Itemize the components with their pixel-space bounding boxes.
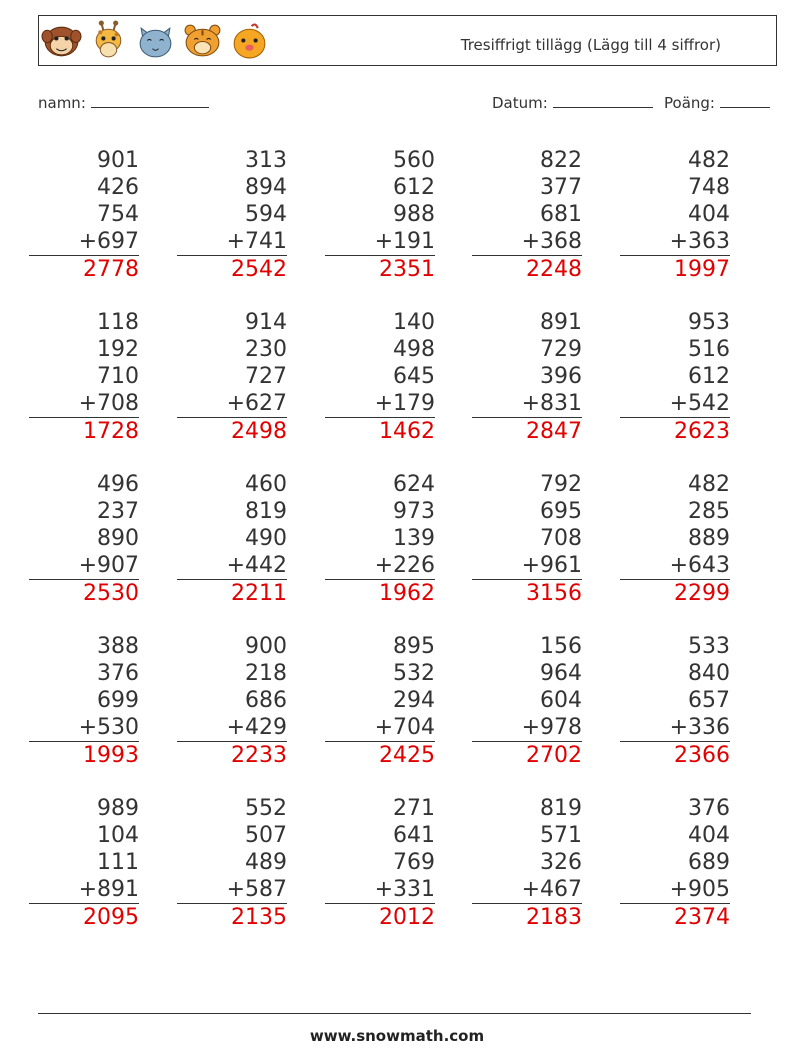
- addend-4: +363: [620, 228, 730, 256]
- addition-problem: [472, 795, 582, 931]
- addition-problem: [325, 471, 435, 607]
- answer: 2702: [526, 743, 582, 768]
- addition-problem: [29, 147, 139, 283]
- addition-problem: [325, 147, 435, 283]
- addend-2: 894: [245, 175, 287, 200]
- addend-3: 594: [245, 202, 287, 227]
- addend-1: 376: [688, 796, 730, 821]
- addend-1: 891: [540, 310, 582, 335]
- answer: 2847: [526, 419, 582, 444]
- addend-2: 426: [97, 175, 139, 200]
- addend-2: 237: [97, 499, 139, 524]
- addend-4: +643: [620, 552, 730, 580]
- addend-2: 748: [688, 175, 730, 200]
- addend-1: 533: [688, 634, 730, 659]
- addend-3: 294: [393, 688, 435, 713]
- addend-1: 552: [245, 796, 287, 821]
- addend-4: +542: [620, 390, 730, 418]
- addend-4: +978: [472, 714, 582, 742]
- addition-problem: [472, 633, 582, 769]
- answer: 1962: [379, 581, 435, 606]
- addend-4: +704: [325, 714, 435, 742]
- addend-3: 604: [540, 688, 582, 713]
- addend-3: 708: [540, 526, 582, 551]
- addition-problem: [325, 795, 435, 931]
- addend-4: +587: [177, 876, 287, 904]
- addend-4: +179: [325, 390, 435, 418]
- addend-2: 819: [245, 499, 287, 524]
- addend-1: 822: [540, 148, 582, 173]
- addend-3: 681: [540, 202, 582, 227]
- name-field[interactable]: [38, 93, 209, 112]
- answer: 2530: [83, 581, 139, 606]
- addend-3: 111: [97, 850, 139, 875]
- footer-divider: [38, 1013, 751, 1014]
- addition-problem: [29, 309, 139, 445]
- addend-4: +368: [472, 228, 582, 256]
- addition-problem: [29, 795, 139, 931]
- addend-1: 388: [97, 634, 139, 659]
- addend-3: 490: [245, 526, 287, 551]
- addend-1: 482: [688, 148, 730, 173]
- addition-problem: [472, 309, 582, 445]
- cat-icon: [135, 20, 176, 61]
- addend-1: 819: [540, 796, 582, 821]
- addend-1: 118: [97, 310, 139, 335]
- addition-problem: [325, 309, 435, 445]
- addend-2: 964: [540, 661, 582, 686]
- answer: 2012: [379, 905, 435, 930]
- addend-1: 895: [393, 634, 435, 659]
- addend-1: 900: [245, 634, 287, 659]
- date-label: Datum:: [492, 94, 548, 112]
- addend-2: 729: [540, 337, 582, 362]
- addend-3: 890: [97, 526, 139, 551]
- addend-4: +191: [325, 228, 435, 256]
- addend-3: 657: [688, 688, 730, 713]
- answer: 1993: [83, 743, 139, 768]
- addition-problem: [620, 471, 730, 607]
- addend-3: 396: [540, 364, 582, 389]
- addend-2: 285: [688, 499, 730, 524]
- answer: 2183: [526, 905, 582, 930]
- animal-icons: [41, 20, 270, 61]
- addend-3: 404: [688, 202, 730, 227]
- addend-4: +336: [620, 714, 730, 742]
- addition-problem: [177, 795, 287, 931]
- name-label: namn:: [38, 94, 86, 112]
- addend-1: 271: [393, 796, 435, 821]
- addend-2: 218: [245, 661, 287, 686]
- addition-problem: [177, 471, 287, 607]
- addend-3: 699: [97, 688, 139, 713]
- addend-2: 571: [540, 823, 582, 848]
- name-line: [91, 93, 209, 108]
- addend-3: 689: [688, 850, 730, 875]
- date-field[interactable]: [492, 93, 653, 112]
- answer: 2248: [526, 257, 582, 282]
- addend-3: 686: [245, 688, 287, 713]
- addend-1: 313: [245, 148, 287, 173]
- addend-4: +831: [472, 390, 582, 418]
- worksheet-header: [38, 15, 777, 66]
- footer-site: www.snowmath.com: [309, 1027, 485, 1045]
- addition-problem: [472, 471, 582, 607]
- answer: 2366: [674, 743, 730, 768]
- addend-1: 953: [688, 310, 730, 335]
- addend-1: 482: [688, 472, 730, 497]
- addend-2: 192: [97, 337, 139, 362]
- addition-problem: [177, 147, 287, 283]
- addend-2: 404: [688, 823, 730, 848]
- answer: 2778: [83, 257, 139, 282]
- addend-1: 914: [245, 310, 287, 335]
- answer: 3156: [526, 581, 582, 606]
- score-line: [720, 93, 770, 108]
- answer: 2095: [83, 905, 139, 930]
- date-line: [553, 93, 653, 108]
- addend-4: +905: [620, 876, 730, 904]
- addend-1: 560: [393, 148, 435, 173]
- addend-1: 624: [393, 472, 435, 497]
- monkey-icon: [41, 20, 82, 61]
- addend-4: +331: [325, 876, 435, 904]
- tiger-icon: [182, 20, 223, 61]
- addend-1: 989: [97, 796, 139, 821]
- answer: 1462: [379, 419, 435, 444]
- answer: 2351: [379, 257, 435, 282]
- answer: 2498: [231, 419, 287, 444]
- answer: 2233: [231, 743, 287, 768]
- addend-2: 516: [688, 337, 730, 362]
- answer: 1728: [83, 419, 139, 444]
- addend-1: 901: [97, 148, 139, 173]
- addend-4: +697: [29, 228, 139, 256]
- addition-problem: [29, 633, 139, 769]
- addend-2: 104: [97, 823, 139, 848]
- addend-1: 156: [540, 634, 582, 659]
- answer: 2542: [231, 257, 287, 282]
- addend-3: 988: [393, 202, 435, 227]
- addend-4: +708: [29, 390, 139, 418]
- addend-2: 507: [245, 823, 287, 848]
- answer: 2211: [231, 581, 287, 606]
- addend-2: 973: [393, 499, 435, 524]
- addend-4: +627: [177, 390, 287, 418]
- answer: 1997: [674, 257, 730, 282]
- answer: 2374: [674, 905, 730, 930]
- addend-3: 754: [97, 202, 139, 227]
- addend-4: +907: [29, 552, 139, 580]
- addend-3: 326: [540, 850, 582, 875]
- addend-1: 792: [540, 472, 582, 497]
- addend-2: 230: [245, 337, 287, 362]
- addition-problem: [472, 147, 582, 283]
- worksheet-title: Tresiffrigt tillägg (Lägg till 4 siffror): [460, 36, 721, 54]
- answer: 2425: [379, 743, 435, 768]
- addend-2: 840: [688, 661, 730, 686]
- addend-2: 532: [393, 661, 435, 686]
- answer: 2299: [674, 581, 730, 606]
- chick-icon: [229, 20, 270, 61]
- addend-1: 496: [97, 472, 139, 497]
- addition-problem: [29, 471, 139, 607]
- addend-2: 612: [393, 175, 435, 200]
- addition-problem: [620, 795, 730, 931]
- addend-4: +226: [325, 552, 435, 580]
- addition-problem: [620, 633, 730, 769]
- addend-3: 889: [688, 526, 730, 551]
- addition-problem: [620, 147, 730, 283]
- giraffe-icon: [88, 20, 129, 61]
- addend-1: 460: [245, 472, 287, 497]
- addend-3: 612: [688, 364, 730, 389]
- answer: 2623: [674, 419, 730, 444]
- addend-4: +530: [29, 714, 139, 742]
- addend-2: 376: [97, 661, 139, 686]
- addition-problem: [325, 633, 435, 769]
- addend-4: +442: [177, 552, 287, 580]
- score-field[interactable]: [664, 93, 770, 112]
- addend-3: 727: [245, 364, 287, 389]
- addition-problem: [177, 633, 287, 769]
- addition-problem: [620, 309, 730, 445]
- addend-3: 710: [97, 364, 139, 389]
- addend-3: 489: [245, 850, 287, 875]
- score-label: Poäng:: [664, 94, 715, 112]
- addend-4: +891: [29, 876, 139, 904]
- addend-4: +429: [177, 714, 287, 742]
- addend-3: 645: [393, 364, 435, 389]
- addend-2: 641: [393, 823, 435, 848]
- addend-4: +961: [472, 552, 582, 580]
- addend-2: 695: [540, 499, 582, 524]
- answer: 2135: [231, 905, 287, 930]
- addend-2: 377: [540, 175, 582, 200]
- addend-4: +741: [177, 228, 287, 256]
- addition-problem: [177, 309, 287, 445]
- addend-3: 769: [393, 850, 435, 875]
- addend-3: 139: [393, 526, 435, 551]
- addend-4: +467: [472, 876, 582, 904]
- addend-2: 498: [393, 337, 435, 362]
- addend-1: 140: [393, 310, 435, 335]
